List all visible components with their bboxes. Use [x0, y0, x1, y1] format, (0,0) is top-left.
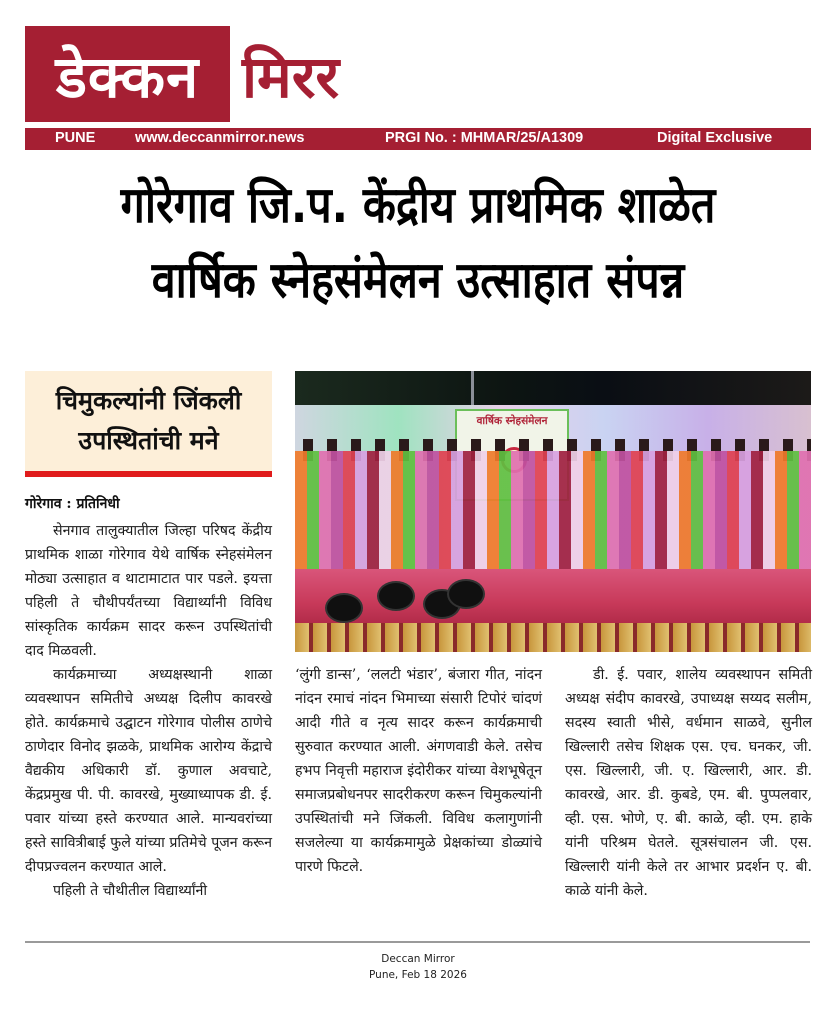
article-paragraph: डी. ई. पवार, शालेय व्यवस्थापन समिती अध्यक्ष संदीप कावरखे, उपाध्यक्ष सय्यद सलीम, सदस्य स्वाती भीसे, वर्धमान साळवे, सुनील खिल्लारी तसेच शिक्षक एस. एच. घनकर, जी. एस. खिल्लारी, जी. ए. खिल्लारी, आर. डी. कावरखे, आर. डी. कुबडे, एम. बी. पुप्पलवार, व्ही. एस. भोणे, ए. बी. काळे, व्ही. एम. हाके यांनी परिश्रम घेतले. सूत्रसंचालन जी. एस. खिल्लारी यांनी केले तर आभार प्रदर्शन ए. बी. काळे यांनी केले. [565, 667, 812, 899]
subhead-line1: चिमुकल्यांनी जिंकली [55, 386, 242, 415]
info-website[interactable]: www.deccanmirror.news [135, 130, 305, 146]
dateline: गोरेगाव : प्रतिनिधी [25, 496, 120, 512]
headline-line1: गोरेगाव जि.प. केंद्रीय प्राथमिक शाळेत [120, 176, 716, 234]
subhead-box [25, 371, 272, 471]
article-paragraph: ‘लुंगी डान्स’, ‘ललटी भंडार’, बंजारा गीत, नांदन नांदन रमाचं नांदन भिमाच्या संसारी टिपोरं चांदणं आदी गीते व नृत्य सादर करून कार्यक्रमाची सुरुवात करण्यात आली. अंगणवाडी केले. तसेच हभप निवृत्ती महाराज इंदोरीकर यांच्या वेशभूषेतून समाजप्रबोधनपर सादरीकरण करून चिमुकल्यांनी उपस्थितांची मने जिंकली. विविध कलागुणांनी सजलेल्या या कार्यक्रमामुळे प्रेक्षकांच्या डोळ्यांचे पारणे फिटले. [295, 667, 542, 875]
headline [76, 168, 761, 318]
subhead-rule [25, 471, 272, 477]
stage-light-icon [325, 593, 363, 623]
info-prgi: PRGI No. : MHMAR/25/A1309 [385, 130, 584, 146]
info-city: PUNE [55, 130, 96, 146]
event-photo [295, 371, 811, 652]
article-column-3 [565, 663, 812, 903]
info-tag: Digital Exclusive [657, 130, 773, 146]
article-paragraph: सेनगाव तालुक्यातील जिल्हा परिषद केंद्रीय प्राथमिक शाळा गोरेगाव येथे वार्षिक स्नेहसंमेलन मोठ्या उत्साहात व थाटामाटात पार पडले. इयत्ता पहिली ते चौथीपर्यंतच्या विद्यार्थ्यांनी विविध सांस्कृतिक कार्यक्रम सादर करून उपस्थितांची दाद मिळवली. [25, 523, 272, 659]
article-paragraph: कार्यक्रमाच्या अध्यक्षस्थानी शाळा व्यवस्थापन समितीचे अध्यक्ष दिलीप कावरखे होते. कार्यक्रमाचे उद्घाटन गोरेगाव पोलीस ठाणेचे ठाणेदार विनोद झळके, प्राथमिक आरोग्य केंद्राचे वैद्यकीय अधिकारी डॉ. कुणाल अवचाटे, केंद्रप्रमुख पी. पी. कावरखे, मुख्याध्यापक डी. ई. पवार यांच्या हस्ते करण्यात आले. मान्यवरांच्या हस्ते सावित्रीबाई फुले यांच्या प्रतिमेचे पूजन करून दीपप्रज्वलन करण्यात आले. [25, 667, 272, 875]
info-bar [25, 128, 811, 150]
footer-place-date: Pune, Feb 18 2026 [369, 969, 467, 981]
photo-stage [295, 569, 811, 625]
bottom-divider [25, 941, 810, 943]
article-column-1 [25, 519, 272, 903]
article-paragraph: पहिली ते चौथीतील विद्यार्थ्यांनी [53, 883, 208, 899]
masthead-name-part1: डेक्कन [55, 42, 200, 111]
subhead-line2: उपस्थितांची मने [78, 426, 219, 455]
footer [0, 951, 836, 983]
stage-light-icon [447, 579, 485, 609]
masthead-name-part2: मिरर [242, 42, 340, 111]
photo-performers [295, 451, 811, 571]
footer-publication: Deccan Mirror [381, 953, 455, 965]
headline-line2: वार्षिक स्नेहसंमेलन उत्साहात संपन्न [151, 251, 685, 309]
article-column-2 [295, 663, 542, 879]
masthead-logo-box [25, 26, 230, 122]
photo-stage-skirt [295, 623, 811, 652]
stage-light-icon [377, 581, 415, 611]
photo-banner-title: वार्षिक स्नेहसंमेलन [476, 415, 548, 427]
